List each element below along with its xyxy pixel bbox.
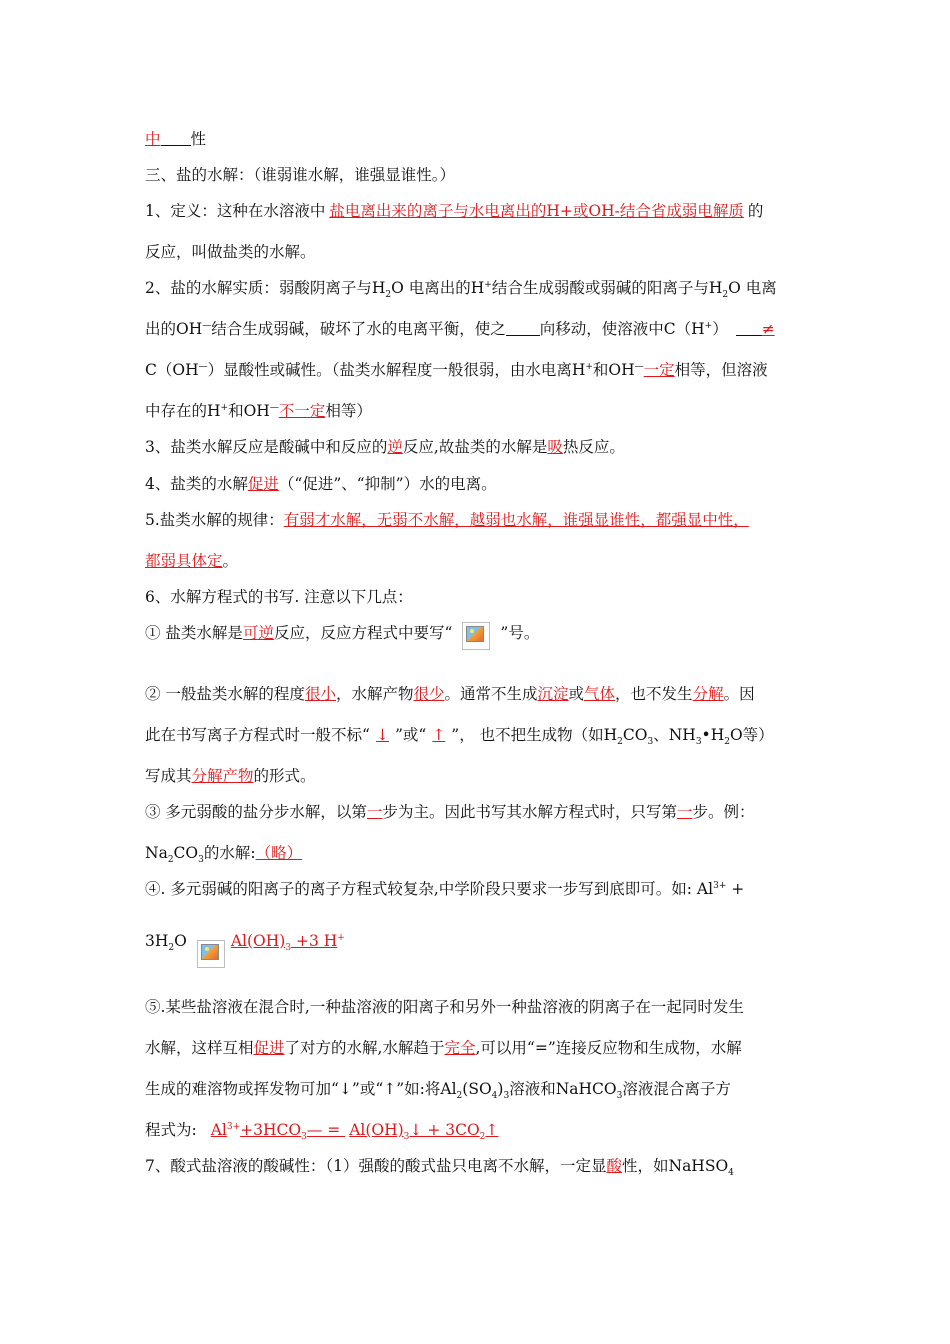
text: O xyxy=(174,932,187,950)
line-22 xyxy=(145,995,744,1017)
subscript: 2 xyxy=(479,1132,486,1143)
answer: 一定 xyxy=(643,361,675,379)
text: 步为主。因此书写其水解方程式时，只写第 xyxy=(382,803,677,821)
superscript: + xyxy=(585,361,593,372)
text: O等） xyxy=(729,726,774,744)
line-24 xyxy=(145,1077,731,1101)
answer: 完全 xyxy=(444,1039,476,1057)
answer: 酸 xyxy=(606,1157,622,1175)
text: 、NH xyxy=(653,726,696,744)
text: Na xyxy=(145,844,168,862)
text: 。通常不生成 xyxy=(444,685,538,703)
subscript: 2 xyxy=(167,855,174,866)
text: ）显酸性或碱性。（盐类水解程度一般很弱，由水电离H xyxy=(207,361,586,379)
text: （“促进”、“抑制”）水的电离。 xyxy=(278,475,497,493)
text: 相等，但溶液 xyxy=(674,361,768,379)
superscript: + xyxy=(337,932,345,943)
text: CO xyxy=(622,726,648,744)
text: 1、定义：这种在水溶液中 xyxy=(145,202,326,220)
subscript: 4 xyxy=(728,1168,734,1179)
subscript: 3 xyxy=(301,1132,307,1143)
answer: 可逆 xyxy=(242,624,274,642)
text: 的形式。 xyxy=(253,767,316,785)
text: ④. 多元弱碱的阳离子的离子方程式较复杂,中学阶段只要求一步写到底即可。如: Al xyxy=(145,880,714,898)
answer: +3HCO xyxy=(240,1121,302,1139)
subscript: 2 xyxy=(724,737,730,748)
text: 4、盐类的水解 xyxy=(145,475,248,493)
line-6 xyxy=(145,317,775,339)
superscript: — xyxy=(269,402,279,413)
text: 反应，叫做盐类的水解。 xyxy=(145,243,316,261)
text: 性，如NaHSO xyxy=(622,1157,729,1175)
text: 和OH xyxy=(592,361,635,379)
answer: ↑ xyxy=(432,726,446,744)
text: ”或“ xyxy=(394,726,427,744)
blank xyxy=(736,320,762,337)
text: 相等） xyxy=(325,402,372,420)
text: 了对方的水解,水解趋于 xyxy=(284,1039,445,1057)
subscript: 3 xyxy=(647,737,654,748)
text: 和OH xyxy=(228,402,270,420)
subscript: 3 xyxy=(285,943,292,954)
text: ”， 也不把生成物（如H xyxy=(451,726,618,744)
text: 3、盐类水解反应是酸碱中和反应的 xyxy=(145,438,388,456)
line-7 xyxy=(145,358,768,380)
text: CO xyxy=(173,844,199,862)
answer: ≠ xyxy=(761,320,775,338)
answer: 分解产物 xyxy=(191,767,254,785)
text: O 电离出的H xyxy=(391,279,485,297)
superscript: + xyxy=(220,402,229,413)
line-16 xyxy=(145,723,774,747)
line-9 xyxy=(145,435,625,457)
line-11 xyxy=(145,508,749,530)
superscript: + xyxy=(484,279,492,290)
text: 3H xyxy=(145,932,169,950)
answer: Al xyxy=(210,1121,227,1139)
superscript: — xyxy=(202,320,212,331)
answer: 盐电离出来的离子与水电离出的H+或OH-结合省成弱电解质 xyxy=(329,202,744,220)
answer: Al(OH) xyxy=(230,932,286,950)
superscript: 3+ xyxy=(713,880,727,891)
text: 。 xyxy=(222,552,239,570)
text: O 电离 xyxy=(728,279,777,297)
answer: 分解 xyxy=(692,685,724,703)
line-4 xyxy=(145,240,316,262)
answer: 一 xyxy=(676,803,693,821)
answer: （略） xyxy=(255,844,303,862)
answer: — = xyxy=(306,1121,346,1139)
answer: 一 xyxy=(366,803,383,821)
line-10 xyxy=(145,472,497,494)
line-1 xyxy=(145,127,206,149)
subscript: 2 xyxy=(722,290,729,301)
answer: 中 xyxy=(145,130,161,148)
text: 此在书写离子方程式时一般不标“ xyxy=(145,726,370,744)
subscript: 4 xyxy=(491,1091,498,1102)
text: ) xyxy=(497,1080,504,1098)
superscript: — xyxy=(198,361,208,372)
text: •H xyxy=(701,726,725,744)
text: 的水解: xyxy=(203,844,256,862)
text: 反应，反应方程式中要写“ xyxy=(273,624,453,642)
answer: 吸 xyxy=(547,438,563,456)
answer: 促进 xyxy=(247,475,279,493)
text: ⑤.某些盐溶液在混合时,一种盐溶液的阳离子和另外一种盐溶液的阴离子在一起同时发生 xyxy=(145,998,744,1016)
line-19 xyxy=(145,841,302,865)
line-20 xyxy=(145,877,744,899)
answer: 气体 xyxy=(584,685,616,703)
subscript: 2 xyxy=(617,737,623,748)
text: 溶液混合离子方 xyxy=(622,1080,731,1098)
superscript: — xyxy=(634,361,644,372)
answer: ↑ xyxy=(485,1121,499,1139)
text: 水解，这样互相 xyxy=(145,1039,254,1057)
subscript: 3 xyxy=(695,737,702,748)
line-13 xyxy=(145,585,413,607)
text: 结合生成弱酸或弱碱的阳离子与H xyxy=(491,279,723,297)
text: 写成其 xyxy=(145,767,192,785)
subscript: 3 xyxy=(198,855,204,866)
answer: 很少 xyxy=(413,685,445,703)
text: 的 xyxy=(747,202,764,220)
subscript: 2 xyxy=(385,290,392,301)
text: 三、盐的水解：（谁弱谁水解，谁强显谁性。） xyxy=(145,166,456,184)
text: ） xyxy=(712,320,728,338)
image-placeholder-icon xyxy=(197,940,225,968)
answer: +3 H xyxy=(291,932,338,950)
answer: ↓ + 3CO xyxy=(409,1121,480,1139)
text: ,可以用“=”连接反应物和生成物，水解 xyxy=(475,1039,742,1057)
answer: 都弱具体定 xyxy=(145,552,223,570)
subscript: 3 xyxy=(503,1091,510,1102)
subscript: 2 xyxy=(456,1091,463,1102)
text: ，也不发生 xyxy=(615,685,693,703)
subscript: 3 xyxy=(616,1091,623,1102)
line-21 xyxy=(145,932,345,968)
line-14 xyxy=(145,621,539,650)
text: 热反应。 xyxy=(562,438,625,456)
answer: 不一定 xyxy=(278,402,326,420)
text: 性 xyxy=(190,130,207,148)
superscript: 3+ xyxy=(226,1121,241,1132)
text: 结合生成弱碱，破坏了水的电离平衡，使之 xyxy=(211,320,506,338)
line-18 xyxy=(145,800,755,822)
text: ”号。 xyxy=(500,624,540,642)
line-26 xyxy=(145,1154,734,1178)
answer: 促进 xyxy=(253,1039,285,1057)
text: ，水解产物 xyxy=(335,685,414,703)
answer: Al(OH) xyxy=(349,1121,404,1139)
text: C（OH xyxy=(145,361,199,379)
answer: 逆 xyxy=(387,438,403,456)
text: ① 盐类水解是 xyxy=(145,624,243,642)
text: 7、酸式盐溶液的酸碱性：（1）强酸的酸式盐只电离不水解，一定显 xyxy=(145,1157,607,1175)
answer: 沉淀 xyxy=(537,685,569,703)
text: (SO xyxy=(462,1080,492,1098)
text: 2、盐的水解实质：弱酸阴离子与H xyxy=(145,279,386,297)
text: 。因 xyxy=(723,685,755,703)
line-15 xyxy=(145,682,755,704)
blank xyxy=(506,320,540,337)
text: 5.盐类水解的规律： xyxy=(145,511,284,529)
image-placeholder-icon xyxy=(462,622,490,650)
superscript: + xyxy=(704,320,713,331)
line-definition xyxy=(145,199,763,221)
text: 生成的难溶物或挥发物可加“↓”或“↑”如:将Al xyxy=(145,1080,457,1098)
text: 6、水解方程式的书写. 注意以下几点： xyxy=(145,588,413,606)
subscript: 3 xyxy=(403,1132,410,1143)
text: 出的OH xyxy=(145,320,203,338)
line-12 xyxy=(145,549,238,571)
answer: 有弱才水解，无弱不水解，越弱也水解，谁强显谁性，都强显中性， xyxy=(283,511,749,529)
subscript: 2 xyxy=(168,943,175,954)
line-25 xyxy=(145,1118,498,1142)
text: 反应,故盐类的水解是 xyxy=(402,438,548,456)
answer: 很小 xyxy=(304,685,336,703)
text: + xyxy=(726,880,745,898)
line-5 xyxy=(145,276,777,300)
blank xyxy=(161,130,191,147)
line-23 xyxy=(145,1036,742,1058)
section-heading xyxy=(145,163,455,185)
text: 或 xyxy=(568,685,585,703)
text: 步。例： xyxy=(692,803,755,821)
text: ② 一般盐类水解的程度 xyxy=(145,685,305,703)
line-17 xyxy=(145,764,316,786)
line-8 xyxy=(145,399,372,421)
text: 程式为: xyxy=(145,1121,197,1139)
text: 向移动，使溶液中C（H xyxy=(539,320,705,338)
text: 中存在的H xyxy=(145,402,221,420)
text: 溶液和NaHCO xyxy=(509,1080,617,1098)
answer: ↓ xyxy=(375,726,389,744)
text: ③ 多元弱酸的盐分步水解，以第 xyxy=(145,803,367,821)
